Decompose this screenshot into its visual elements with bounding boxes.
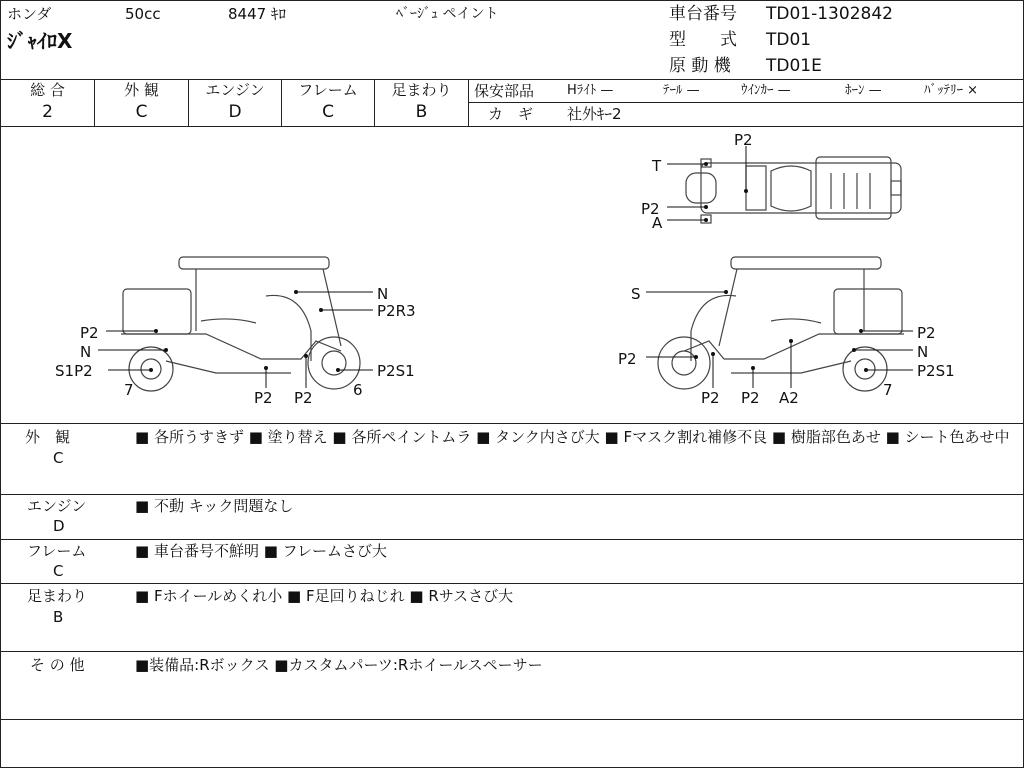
type-label: 型 式	[669, 30, 737, 50]
note-label-suspension: 足まわり	[27, 587, 88, 605]
safety-item-tail: ﾃｰﾙ —	[663, 83, 700, 98]
note-label-frame: フレーム	[27, 542, 87, 560]
grade-engine-value: D	[228, 102, 242, 122]
damage-label: 7	[883, 381, 893, 399]
safety-title: 保安部品	[474, 82, 535, 100]
model-name: ｼﾞｬｲﾛX	[7, 29, 73, 53]
damage-label: P2R3	[377, 302, 416, 320]
damage-label: P2	[618, 350, 637, 368]
safety-item-headlight: Hﾗｲﾄ —	[567, 83, 614, 98]
frame-no: TD01-1302842	[766, 4, 893, 24]
damage-label: N	[917, 343, 929, 361]
damage-label: S	[631, 285, 641, 303]
safety-item-winker: ｳｲﾝｶｰ —	[741, 83, 791, 98]
damage-label: P2	[80, 324, 99, 342]
note-grade-frame: C	[53, 562, 64, 580]
key-label: カ ギ	[488, 105, 534, 123]
note-text-frame: ■ 車台番号不鮮明 ■ フレームさび大	[135, 542, 388, 560]
displacement: 50cc	[125, 5, 161, 23]
damage-label: P2S1	[377, 362, 415, 380]
damage-label: 6	[353, 381, 363, 399]
note-grade-exterior: C	[53, 449, 64, 467]
note-text-suspension: ■ Fホイールめくれ小 ■ F足回りねじれ ■ Rサスさび大	[135, 587, 514, 605]
note-label-other: そ の 他	[30, 656, 85, 674]
grade-suspension-label: 足まわり	[391, 81, 452, 99]
damage-label: A2	[779, 389, 799, 407]
damage-label: A	[652, 214, 663, 232]
damage-label: N	[377, 285, 389, 303]
damage-label: P2	[641, 200, 660, 218]
note-text-engine: ■ 不動 キック問題なし	[135, 497, 294, 515]
grade-frame-label: フレーム	[298, 81, 358, 99]
engine-label: 原 動 機	[669, 56, 731, 76]
maker: ホンダ	[7, 5, 52, 23]
grade-engine-label: エンジン	[205, 81, 265, 99]
grade-suspension-value: B	[415, 102, 428, 122]
damage-label: P2	[734, 131, 753, 149]
grade-frame-value: C	[322, 102, 334, 122]
damage-label: 7	[124, 381, 134, 399]
damage-label: P2S1	[917, 362, 955, 380]
note-grade-engine: D	[53, 517, 65, 535]
damage-label: P2	[254, 389, 273, 407]
key-value: 社外ｷｰ2	[567, 105, 622, 123]
damage-label: P2	[917, 324, 936, 342]
damage-label: S1P2	[55, 362, 93, 380]
frame-no-label: 車台番号	[669, 4, 737, 24]
note-label-engine: エンジン	[27, 497, 87, 515]
grade-overall-label: 総 合	[30, 81, 65, 99]
damage-label: P2	[701, 389, 720, 407]
note-label-exterior: 外 観	[25, 428, 71, 446]
engine-value: TD01E	[766, 56, 822, 76]
note-grade-suspension: B	[53, 608, 64, 626]
safety-item-horn: ﾎｰﾝ —	[845, 83, 882, 98]
damage-label: N	[80, 343, 92, 361]
grade-exterior-value: C	[135, 102, 148, 122]
note-text-exterior: ■ 各所うすきず ■ 塗り替え ■ 各所ペイントムラ ■ タンク内さび大 ■ Fマスク割れ補修不良 ■ 樹脂部色あせ ■ シート色あせ中	[135, 428, 1010, 446]
damage-label: T	[652, 157, 662, 175]
grade-exterior-label: 外 観	[124, 81, 159, 99]
safety-item-battery: ﾊﾞｯﾃﾘｰ ×	[924, 83, 979, 98]
grade-overall-value: 2	[42, 102, 53, 122]
damage-label: P2	[294, 389, 313, 407]
mileage: 8447 ｷﾛ	[228, 5, 286, 23]
type-value: TD01	[766, 30, 812, 50]
scooter-diagram	[1, 1, 1023, 767]
damage-label: P2	[741, 389, 760, 407]
note-text-other: ■装備品:Rボックス ■カスタムパーツ:Rホイールスペーサー	[135, 656, 543, 674]
body-color: ﾍﾞｰｼﾞｭ ペイント	[396, 6, 499, 22]
